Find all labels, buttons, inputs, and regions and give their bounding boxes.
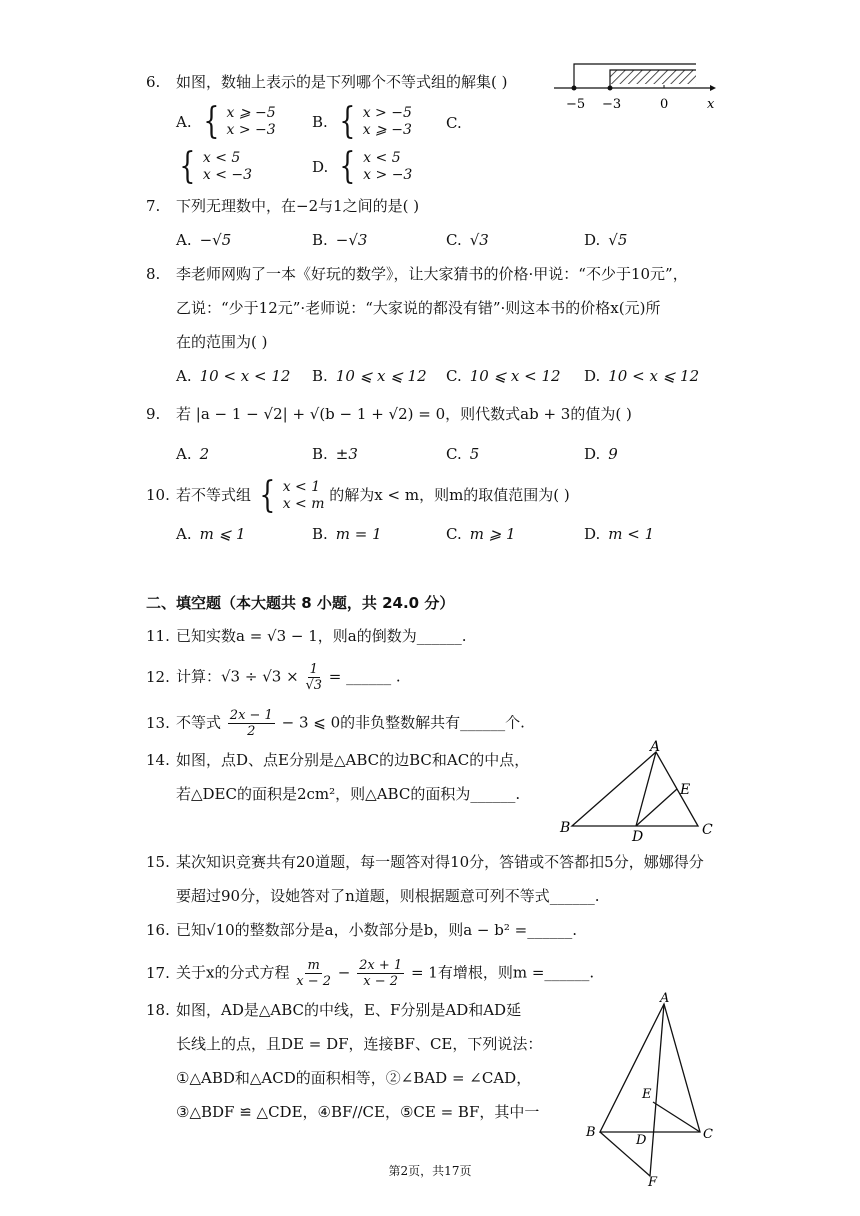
section-heading: 二、填空题（本大题共 8 小题，共 24.0 分） [146,594,455,612]
option-label: C. [446,367,462,385]
question-number: 6. [146,73,161,91]
segment-af [650,1004,664,1176]
vertex-label-f: F [648,1175,658,1188]
question-stem-post: − 3 ⩽ 0的非负整数解共有______个. [281,713,525,732]
inequality-row: x < 5 [363,150,401,166]
question-8 [146,264,688,284]
brace: { [339,101,356,142]
operator: − [337,963,351,982]
question-stem-line: 若△DEC的面积是2cm²，则△ABC的面积为______. [176,785,521,803]
option-value: √5 [608,231,628,249]
question-stem-line: 长线上的点，且DE = DF，连接BF、CE，下列说法： [176,1035,543,1053]
option-a [176,444,209,464]
option-value: 10 ⩽ x ⩽ 12 [335,367,427,385]
vertex-label-d: D [632,829,644,842]
option-b [312,524,382,544]
axis-arrow [710,85,716,91]
option-label: D. [584,231,601,249]
tick-label-minus3: −3 [602,97,622,112]
question-stem-line: 李老师网购了一本《好玩的数学》，让大家猜书的价格·甲说：“不少于10元”， [176,265,688,283]
option-label: A. [176,367,192,385]
option-a [176,524,245,544]
option-c [176,146,253,187]
question-stem-line: 如图，AD是△ABC的中线，E、F分别是AD和AD延 [176,1001,522,1019]
question-9 [146,404,632,424]
question-number: 17. [146,963,170,982]
question-number: 7. [146,197,161,215]
question-number: 9. [146,405,161,423]
question-7 [146,196,419,216]
option-a [176,366,290,386]
option-value: m = 1 [335,525,382,543]
question-number: 16. [146,921,170,939]
fraction [357,958,404,989]
option-value: 10 < x < 12 [199,367,291,385]
vertex-label-c: C [703,1127,713,1142]
question-stem-pre: 若不等式组 [176,486,252,504]
vertex-label-e: E [680,782,691,798]
range-x-gt-minus3 [610,70,696,84]
option-value: 10 ⩽ x < 12 [469,367,561,385]
question-16 [146,920,577,940]
inequality-row: x > −3 [226,122,276,138]
option-label: D. [584,445,601,463]
question-stem-line: ③△BDF ≌ △CDE，④BF//CE，⑤CE = BF，其中一 [176,1103,540,1121]
option-label: A. [176,231,192,249]
inequality-row: x < 1 [282,479,321,495]
brace: { [179,146,196,187]
option-a [176,101,276,142]
option-value: ±3 [335,445,358,463]
question-18 [146,1000,521,1020]
option-label: C. [446,525,462,543]
option-value: √3 [469,231,489,249]
question-15 [146,852,704,872]
denominator: x − 2 [363,974,399,989]
option-d [584,366,699,386]
option-label: D. [312,158,329,176]
triangle-figure-q14 [556,740,726,842]
option-label: C. [446,114,462,132]
question-number: 11. [146,627,170,645]
vertex-label-e: E [642,1087,652,1102]
question-stem-post: 的解为x < m，则m的取值范围为( ) [329,486,570,504]
vertex-label-a: A [650,740,661,755]
segment-de [636,789,677,826]
option-d [584,230,627,250]
fraction [305,662,322,693]
vertex-label-b: B [560,820,571,836]
question-11 [146,626,467,646]
question-stem: 下列无理数中，在−2与1之间的是( ) [176,197,420,215]
tick-label-minus5: −5 [566,97,586,112]
numerator: m [307,958,320,973]
option-label: B. [312,231,328,249]
option-b [312,230,367,250]
numerator: 2x + 1 [359,958,403,973]
triangle-figure-q18 [580,990,730,1188]
question-10 [146,475,570,516]
option-value: 9 [608,445,618,463]
option-value: m < 1 [608,525,655,543]
option-a [176,230,231,250]
numerator: 2x − 1 [229,708,273,723]
point-minus3 [608,86,613,91]
question-number: 8. [146,265,161,283]
question-number: 10. [146,486,170,504]
question-stem-line: ①△ABD和△ACD的面积相等，②∠BAD = ∠CAD， [176,1069,532,1087]
option-c [446,230,489,250]
question-13 [146,708,525,739]
option-label: B. [312,445,328,463]
fraction [296,958,331,989]
question-stem-post: = ______ . [328,667,401,686]
option-value: m ⩽ 1 [199,525,246,543]
option-label: A. [176,113,192,131]
vertex-label-c: C [702,822,713,838]
option-c [446,444,479,464]
question-stem-pre: 计算：√3 ÷ √3 × [176,667,299,686]
option-label: C. [446,231,462,249]
option-value: 5 [469,445,480,463]
option-value: m ⩾ 1 [469,525,516,543]
denominator: x − 2 [296,974,332,989]
page-footer: 第2页，共17页 [388,1164,472,1178]
axis-variable: x [707,97,715,112]
question-stem-line: 要超过90分，设她答对了n道题，则根据题意可列不等式______. [176,887,600,905]
vertex-label-a: A [660,991,670,1006]
question-number: 18. [146,1001,170,1019]
option-b [312,444,358,464]
question-12 [146,662,401,693]
option-value: −√3 [335,231,368,249]
inequality-row: x < −3 [202,167,253,183]
option-label: C. [446,445,462,463]
question-stem: 已知实数a = √3 − 1，则a的倒数为______. [176,627,467,645]
question-stem-line: 在的范围为( ) [176,333,268,351]
question-stem-pre: 不等式 [176,713,222,732]
option-value: −√5 [199,231,232,249]
option-d [312,146,413,187]
question-stem-pre: 关于x的分式方程 [176,963,290,982]
vertex-label-d: D [636,1133,647,1148]
segment-ad [636,752,656,826]
option-label: D. [584,525,601,543]
denominator: 2 [247,724,256,739]
inequality-row: x ⩾ −3 [362,122,412,138]
inequality-row: x > −5 [362,105,412,121]
option-b [312,366,427,386]
numerator: 1 [309,662,318,677]
question-stem-line: 如图，点D、点E分别是△ABC的边BC和AC的中点， [176,751,530,769]
option-label: B. [312,525,328,543]
option-b [312,101,412,142]
tick-label-0: 0 [660,97,669,112]
question-stem-line: 乙说：“少于12元”·老师说：“大家说的都没有错”·则这本书的价格x(元)所 [176,299,661,317]
question-6 [146,72,507,92]
question-stem: 如图，数轴上表示的是下列哪个不等式组的解集( ) [176,73,508,91]
inequality-row: x > −3 [363,167,413,183]
option-c [446,524,516,544]
inequality-row: x < m [282,496,325,512]
option-value: 2 [199,445,210,463]
inequality-row: x ⩾ −5 [226,105,276,121]
number-line-figure [552,58,722,114]
option-label: A. [176,445,192,463]
brace: { [203,101,220,142]
option-label: A. [176,525,192,543]
brace: { [259,475,276,516]
option-c-label [446,113,462,133]
option-d [584,524,654,544]
option-label: B. [312,367,328,385]
point-minus5 [572,86,577,91]
triangle-abc [600,1004,700,1132]
brace: { [339,146,356,187]
question-number: 15. [146,853,170,871]
option-c [446,366,561,386]
vertex-label-b: B [586,1125,596,1140]
option-d [584,444,618,464]
option-label: B. [312,113,328,131]
question-number: 12. [146,667,170,686]
question-number: 14. [146,751,170,769]
question-stem: 若 |a − 1 − √2| + √(b − 1 + √2) = 0，则代数式ab + 3的值为( ) [176,405,632,423]
question-stem-line: 某次知识竞赛共有20道题，每一题答对得10分，答错或不答都扣5分，娜娜得分 [176,853,704,871]
question-stem-post: = 1有增根，则m =______. [410,963,595,982]
fraction [228,708,275,739]
denominator: √3 [305,678,322,693]
option-label: D. [584,367,601,385]
question-14 [146,750,529,770]
option-value: 10 < x ⩽ 12 [608,367,700,385]
inequality-row: x < 5 [202,150,241,166]
question-17 [146,958,594,989]
question-stem: 已知√10的整数部分是a，小数部分是b，则a − b² =______. [176,921,577,939]
question-number: 13. [146,713,170,732]
